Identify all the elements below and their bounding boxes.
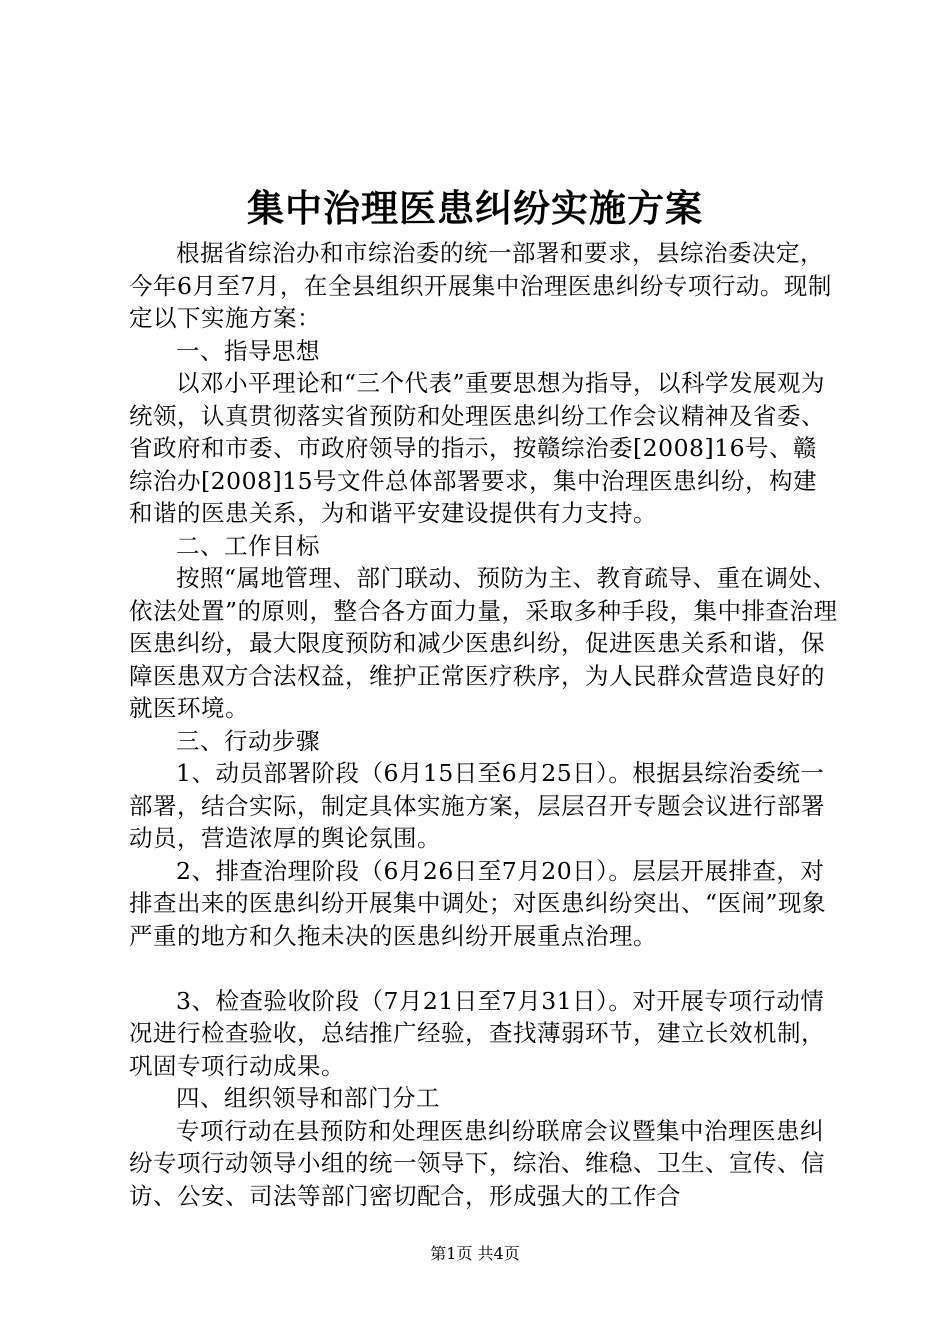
organization-paragraph: 专项行动在县预防和处理医患纠纷联席会议暨集中治理医患纠纷专项行动领导小组的统一领导下，综治、维稳、卫生、宣传、信访、公安、司法等部门密切配合，形成强大的工作合 [129, 1116, 825, 1210]
intro-paragraph: 根据省综治办和市综治委的统一部署和要求，县综治委决定，今年6月至7月，在全县组织开展集中治理医患纠纷专项行动。现制定以下实施方案： [129, 239, 832, 332]
action-step-mobilization: 1、动员部署阶段（6月15日至6月25日）。根据县综治委统一部署，结合实际，制定具体实施方案，层层召开专题会议进行部署动员，营造浓厚的舆论氛围。 [129, 759, 825, 852]
action-step-inspection: 3、检查验收阶段（7月21日至7月31日）。对开展专项行动情况进行检查验收，总结推广经验，查找薄弱环节，建立长效机制，巩固专项行动成果。 [129, 986, 825, 1080]
document-body [129, 237, 841, 1212]
section-heading-guiding-ideology: 一、指导思想 [176, 336, 320, 365]
section-heading-work-goals: 二、工作目标 [176, 531, 320, 560]
work-goals-paragraph: 按照“属地管理、部门联动、预防为主、教育疏导、重在调处、依法处置”的原则，整合各方面力量，采取多种手段，集中排查治理医患纠纷，最大限度预防和减少医患纠纷，促进医患关系和谐，保障医患双方合法权益，维护正常医疗秩序，为人民群众营造良好的就医环境。 [129, 564, 838, 722]
action-step-investigation: 2、排查治理阶段（6月26日至7月20日）。层层开展排查，对排查出来的医患纠纷开展集中调处；对医患纠纷突出、“医闹”现象严重的地方和久拖未决的医患纠纷开展重点治理。 [129, 856, 827, 950]
page-number-footer: 第1页 共4页 [430, 1244, 520, 1263]
guiding-ideology-paragraph: 以邓小平理论和“三个代表”重要思想为指导，以科学发展观为统领，认真贯彻落实省预防和处理医患纠纷工作会议精神及省委、省政府和市委、市政府领导的指示，按赣综治委[2008]16号、赣综治办[2008]15号文件总体部署要求，集中治理医患纠纷，构建和谐的医患关系，为和谐平安建设提供有力支持。 [129, 369, 826, 527]
section-heading-action-steps: 三、行动步骤 [176, 726, 320, 755]
document-title: 集中治理医患纠纷实施方案 [247, 187, 703, 230]
blank-line [129, 952, 841, 985]
section-heading-organization: 四、组织领导和部门分工 [176, 1084, 440, 1112]
